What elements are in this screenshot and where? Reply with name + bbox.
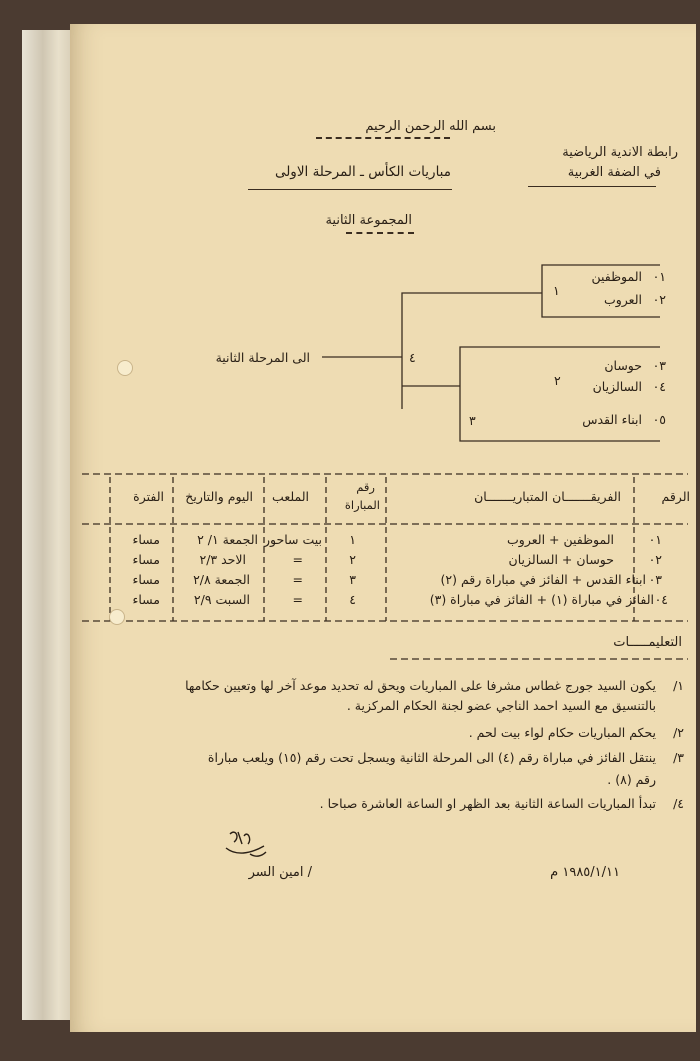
instruction-line: تبدأ المباريات الساعة الثانية بعد الظهر او الساعة العاشرة صباحا . <box>319 796 656 811</box>
bracket-team-number: ٠٢ <box>652 292 666 307</box>
group-title: المجموعة الثانية <box>325 213 412 228</box>
instruction-number: ٣/ <box>673 750 684 765</box>
row-teams: حوسان + السالزيان <box>508 552 614 567</box>
row-venue: = <box>292 552 303 567</box>
row-date: الجمعة ١/ ٢ <box>197 532 258 547</box>
row-period: مساء <box>132 572 160 587</box>
match-label-1: ١ <box>553 283 560 298</box>
bracket-team-name: السالزيان <box>592 379 642 394</box>
document-title: مباريات الكأس ـ المرحلة الاولى <box>274 164 451 180</box>
row-num: ٠٢ <box>648 552 662 567</box>
row-num: ٠٣ <box>648 572 662 587</box>
bracket-lines <box>70 24 696 1032</box>
header-num: الرقم <box>661 489 690 504</box>
instruction-line: يحكم المباريات حكام لواء بيت لحم . <box>468 725 656 740</box>
league-name-line1: رابطة الاندية الرياضية <box>562 145 678 160</box>
row-venue: بيت ساحور <box>263 532 322 547</box>
match-label-2: ٢ <box>554 373 561 388</box>
header-period: الفترة <box>133 489 164 504</box>
row-date: الجمعة ٢/٨ <box>193 572 250 587</box>
bracket-team-number: ٠٥ <box>652 412 666 427</box>
bracket-team-number: ٠٣ <box>652 358 666 373</box>
row-teams: الموظفين + العروب <box>507 532 614 547</box>
row-period: مساء <box>132 552 160 567</box>
row-date: الاحد ٢/٣ <box>199 552 246 567</box>
bracket-team-name: ابناء القدس <box>582 412 642 427</box>
bracket-team-number: ٠١ <box>652 269 666 284</box>
row-date: السبت ٢/٩ <box>193 592 250 607</box>
header-match-no-line2: المباراة <box>344 498 380 512</box>
document-date: ١٩٨٥/١/١١ م <box>550 865 620 880</box>
header-teams: الفريقـــــــان المتباريـــــــان <box>474 489 621 504</box>
row-teams: ابناء القدس + الفائز في مباراة رقم (٢) <box>440 572 646 587</box>
bracket-team-name: العروب <box>603 292 642 307</box>
row-period: مساء <box>132 532 160 547</box>
instruction-number: ٤/ <box>673 796 684 811</box>
row-match: ٣ <box>349 572 356 587</box>
instructions-heading: التعليمـــــات <box>613 635 682 650</box>
binding-hole <box>110 610 124 624</box>
instruction-line: بالتنسيق مع السيد احمد الناجي عضو لجنة الحكام المركزية . <box>346 698 656 713</box>
row-venue: = <box>292 572 303 587</box>
instruction-number: ١/ <box>673 678 684 693</box>
row-venue: = <box>292 592 303 607</box>
match-label-3: ٣ <box>469 413 476 428</box>
row-match: ٤ <box>349 592 356 607</box>
row-num: ٠٤ <box>654 592 668 607</box>
bracket-team-name: حوسان <box>604 358 642 373</box>
instruction-line: يكون السيد جورج غطاس مشرفا على المباريات ويحق له تحديد موعد آخر لها وتعيين حكامها <box>185 678 656 693</box>
binding-hole <box>118 361 132 375</box>
header-venue: الملعب <box>272 489 309 504</box>
instruction-line: ينتقل الفائز في مباراة رقم (٤) الى المرحلة الثانية ويسجل تحت رقم (١٥) ويلعب مباراة <box>207 750 656 765</box>
header-date: اليوم والتاريخ <box>185 489 253 504</box>
instruction-line: رقم (٨) . <box>607 772 656 787</box>
row-match: ١ <box>349 532 356 547</box>
page-edges <box>22 30 74 1020</box>
basmala: بسم الله الرحمن الرحيم <box>365 119 496 134</box>
handwritten-signature <box>220 824 280 864</box>
next-stage-label: الى المرحلة الثانية <box>215 350 310 365</box>
header-match-no-line1: رقم <box>356 480 375 494</box>
league-name-line2: في الضفة الغربية <box>567 165 661 180</box>
bracket-team-name: الموظفين <box>591 269 642 284</box>
match-label-4: ٤ <box>409 350 416 365</box>
row-teams: الفائز في مباراة (١) + الفائز في مباراة (٣) <box>429 592 654 607</box>
signatory-title: / امين السر <box>248 865 312 880</box>
bracket-team-number: ٠٤ <box>652 379 666 394</box>
row-num: ٠١ <box>648 532 662 547</box>
row-period: مساء <box>132 592 160 607</box>
instruction-number: ٢/ <box>673 725 684 740</box>
row-match: ٢ <box>349 552 356 567</box>
document-page <box>70 24 696 1032</box>
